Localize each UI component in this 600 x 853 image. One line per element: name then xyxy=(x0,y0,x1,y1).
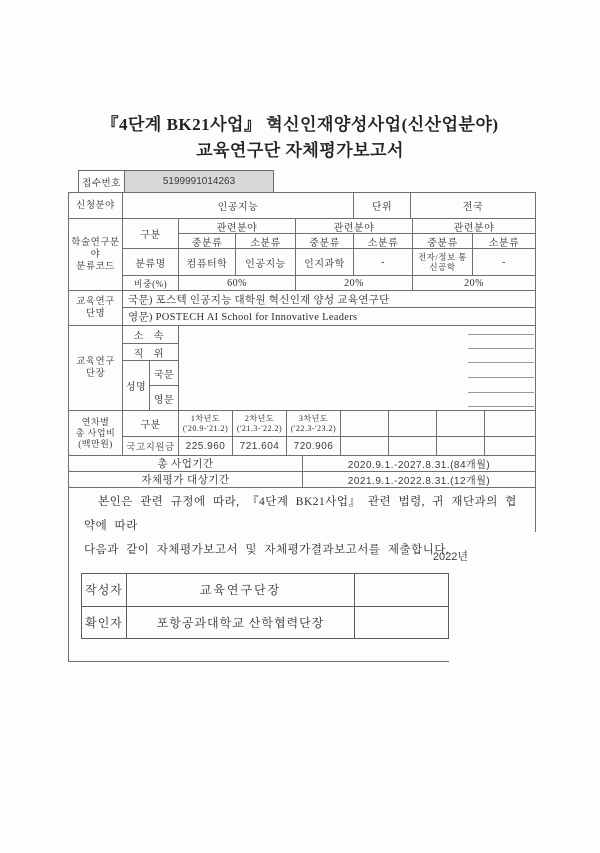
signature-row-author xyxy=(82,574,448,606)
director-name-block xyxy=(123,361,178,410)
row-application-field xyxy=(69,193,536,219)
statement-line-1: 본인은 관련 규정에 따라, 『4단계 BK21사업』 관련 법령, 귀 재단과의 협약에 따라 xyxy=(84,496,517,532)
redaction-line xyxy=(468,362,534,363)
budget-row-label xyxy=(69,411,123,455)
classification-name-row xyxy=(123,249,535,276)
row-director xyxy=(69,326,536,411)
author-role-label: 작성자 xyxy=(82,574,127,606)
total-period-label: 총 사업기간 xyxy=(69,456,303,471)
application-field-label: 신청분야 xyxy=(69,193,123,218)
classification-header xyxy=(123,219,535,249)
budget-grant-label: 국고지원금 xyxy=(123,437,179,455)
budget-year2-value: 721.604 xyxy=(233,437,287,455)
gubun-header: 구분 xyxy=(123,219,179,248)
director-name-kor-label: 국문 xyxy=(150,361,178,386)
classification-row-label-line1: 학술연구분야 xyxy=(71,237,120,260)
related-field-group-2 xyxy=(296,219,413,248)
budget-value-row xyxy=(123,437,535,455)
group2-sub-value: - xyxy=(354,249,413,275)
unit-name-english: 영문) POSTECH AI School for Innovative Leaders xyxy=(128,312,358,323)
box-bottom-border-segment xyxy=(68,661,449,662)
eval-period-label: 자체평가 대상기간 xyxy=(69,472,303,487)
statement-line-2: 다음과 같이 자체평가보고서 및 자체평가결과보고서를 제출합니다. xyxy=(84,544,450,556)
unit-value: 전국 xyxy=(462,202,484,213)
budget-header-row xyxy=(123,411,535,437)
name-row-label: 분류명 xyxy=(123,249,179,275)
signature-row-confirmer xyxy=(82,606,448,639)
sub-class-header-3: 소분류 xyxy=(488,238,520,249)
related-field-header-2: 관련분야 xyxy=(296,219,412,234)
row-total-period xyxy=(69,456,536,472)
budget-row-label-line1: 연차별 xyxy=(81,416,110,427)
director-row-label-line1: 교육연구 xyxy=(76,357,115,367)
related-field-group-3 xyxy=(413,219,535,248)
confirmer-role-label: 확인자 xyxy=(82,607,127,639)
unit-name-row-label-line1: 교육연구 xyxy=(76,297,115,307)
redaction-line xyxy=(468,377,534,378)
group3-mid-value: 전자/정보 통신공학 xyxy=(413,249,473,275)
author-name: 교육연구단장 xyxy=(127,574,355,606)
budget-row-label-line2: 총 사업비 xyxy=(75,427,116,438)
director-sublabels xyxy=(123,326,179,410)
budget-year3-header xyxy=(287,411,341,436)
director-affiliation-label: 소 속 xyxy=(123,326,178,344)
budget-year2-header xyxy=(233,411,287,436)
unit-label: 단위 xyxy=(354,193,411,218)
classification-row-label xyxy=(69,219,123,290)
budget-gubun-label: 구분 xyxy=(123,411,179,436)
unit-name-row-label-line2: 단명 xyxy=(85,309,106,319)
box-right-border-segment xyxy=(535,487,536,532)
signature-table xyxy=(81,573,449,639)
total-period-value: 2020.9.1.-2027.8.31.(84개월) xyxy=(347,460,491,471)
budget-body xyxy=(123,411,535,455)
receipt-number-label: 접수번호 xyxy=(79,171,125,192)
mid-class-header-3: 중분류 xyxy=(413,234,473,249)
year2-title: 2차년도 xyxy=(244,414,275,424)
group2-mid-value: 인지과학 xyxy=(296,249,354,275)
mid-class-header-2: 중분류 xyxy=(296,234,354,249)
related-field-group-1 xyxy=(179,219,296,248)
group2-weight: 20% xyxy=(296,276,413,290)
budget-year1-header xyxy=(179,411,233,436)
director-row-label-line2: 단장 xyxy=(85,369,106,379)
unit-name-values xyxy=(123,291,535,325)
director-name-eng-label: 영문 xyxy=(153,394,175,406)
director-position-label: 직 위 xyxy=(123,344,178,361)
budget-year4-value-empty xyxy=(341,437,389,455)
application-field-value: 인공지능 xyxy=(123,193,354,218)
receipt-number-row xyxy=(78,170,274,193)
classification-weight-row xyxy=(123,276,535,290)
mid-class-header-1: 중분류 xyxy=(179,234,236,249)
receipt-number-value: 5199991014263 xyxy=(125,171,273,192)
group1-weight: 60% xyxy=(179,276,296,290)
group1-mid-value: 컴퓨터학 xyxy=(179,249,236,275)
budget-year7-value-empty xyxy=(485,437,535,455)
year3-title: 3차년도 xyxy=(298,414,329,424)
weight-row-label: 비중(%) xyxy=(123,276,179,290)
budget-year5-header-empty xyxy=(389,411,437,436)
statement-year: 2022년 xyxy=(432,551,468,563)
budget-year6-value-empty xyxy=(437,437,485,455)
classification-body xyxy=(123,219,535,290)
author-signature-space xyxy=(355,574,448,606)
group3-sub-value: - xyxy=(502,256,506,268)
budget-year1-value: 225.960 xyxy=(179,437,233,455)
year2-range: ('21.3-'22.2) xyxy=(236,423,283,433)
unit-name-row-label xyxy=(69,291,123,325)
classification-row-label-line2: 분류코드 xyxy=(76,261,115,272)
eval-period-value: 2021.9.1.-2022.8.31.(12개월) xyxy=(347,476,491,487)
budget-year6-header-empty xyxy=(437,411,485,436)
confirmer-name: 포항공과대학교 산학협력단장 xyxy=(127,607,355,639)
budget-year4-header-empty xyxy=(341,411,389,436)
confirmer-signature-space xyxy=(355,607,448,639)
budget-row-label-line3: (백만원) xyxy=(78,438,113,449)
group1-sub-value: 인공지능 xyxy=(236,249,296,275)
sub-class-header-2: 소분류 xyxy=(367,238,399,249)
row-classification xyxy=(69,219,536,291)
related-field-header-1: 관련분야 xyxy=(179,219,295,234)
row-eval-period xyxy=(69,472,536,488)
year1-title: 1차년도 xyxy=(190,414,221,424)
row-unit-name xyxy=(69,291,536,326)
director-values-redacted xyxy=(179,326,535,410)
budget-year3-value: 720.906 xyxy=(287,437,341,455)
related-field-header-3: 관련분야 xyxy=(413,219,535,234)
redaction-line xyxy=(468,406,534,407)
title-line-2: 교육연구단 자체평가보고서 xyxy=(196,141,404,160)
redaction-line xyxy=(468,392,534,393)
redaction-line xyxy=(468,334,534,335)
unit-name-korean: 국문) 포스텍 인공지능 대학원 혁신인재 양성 교육연구단 xyxy=(123,291,535,308)
budget-year7-header-empty xyxy=(485,411,535,436)
redaction-line xyxy=(468,348,534,349)
title-line-1: 『4단계 BK21사업』 혁신인재양성사업(신산업분야) xyxy=(101,115,499,134)
row-budget xyxy=(69,411,536,456)
director-row-label xyxy=(69,326,123,410)
budget-year5-value-empty xyxy=(389,437,437,455)
year1-range: ('20.9-'21.2) xyxy=(182,423,229,433)
director-name-label: 성명 xyxy=(123,361,150,410)
sub-class-header-1: 소분류 xyxy=(250,238,281,249)
group3-weight: 20% xyxy=(464,277,484,289)
document-title xyxy=(0,112,600,164)
year3-range: ('22.3-'23.2) xyxy=(290,423,337,433)
